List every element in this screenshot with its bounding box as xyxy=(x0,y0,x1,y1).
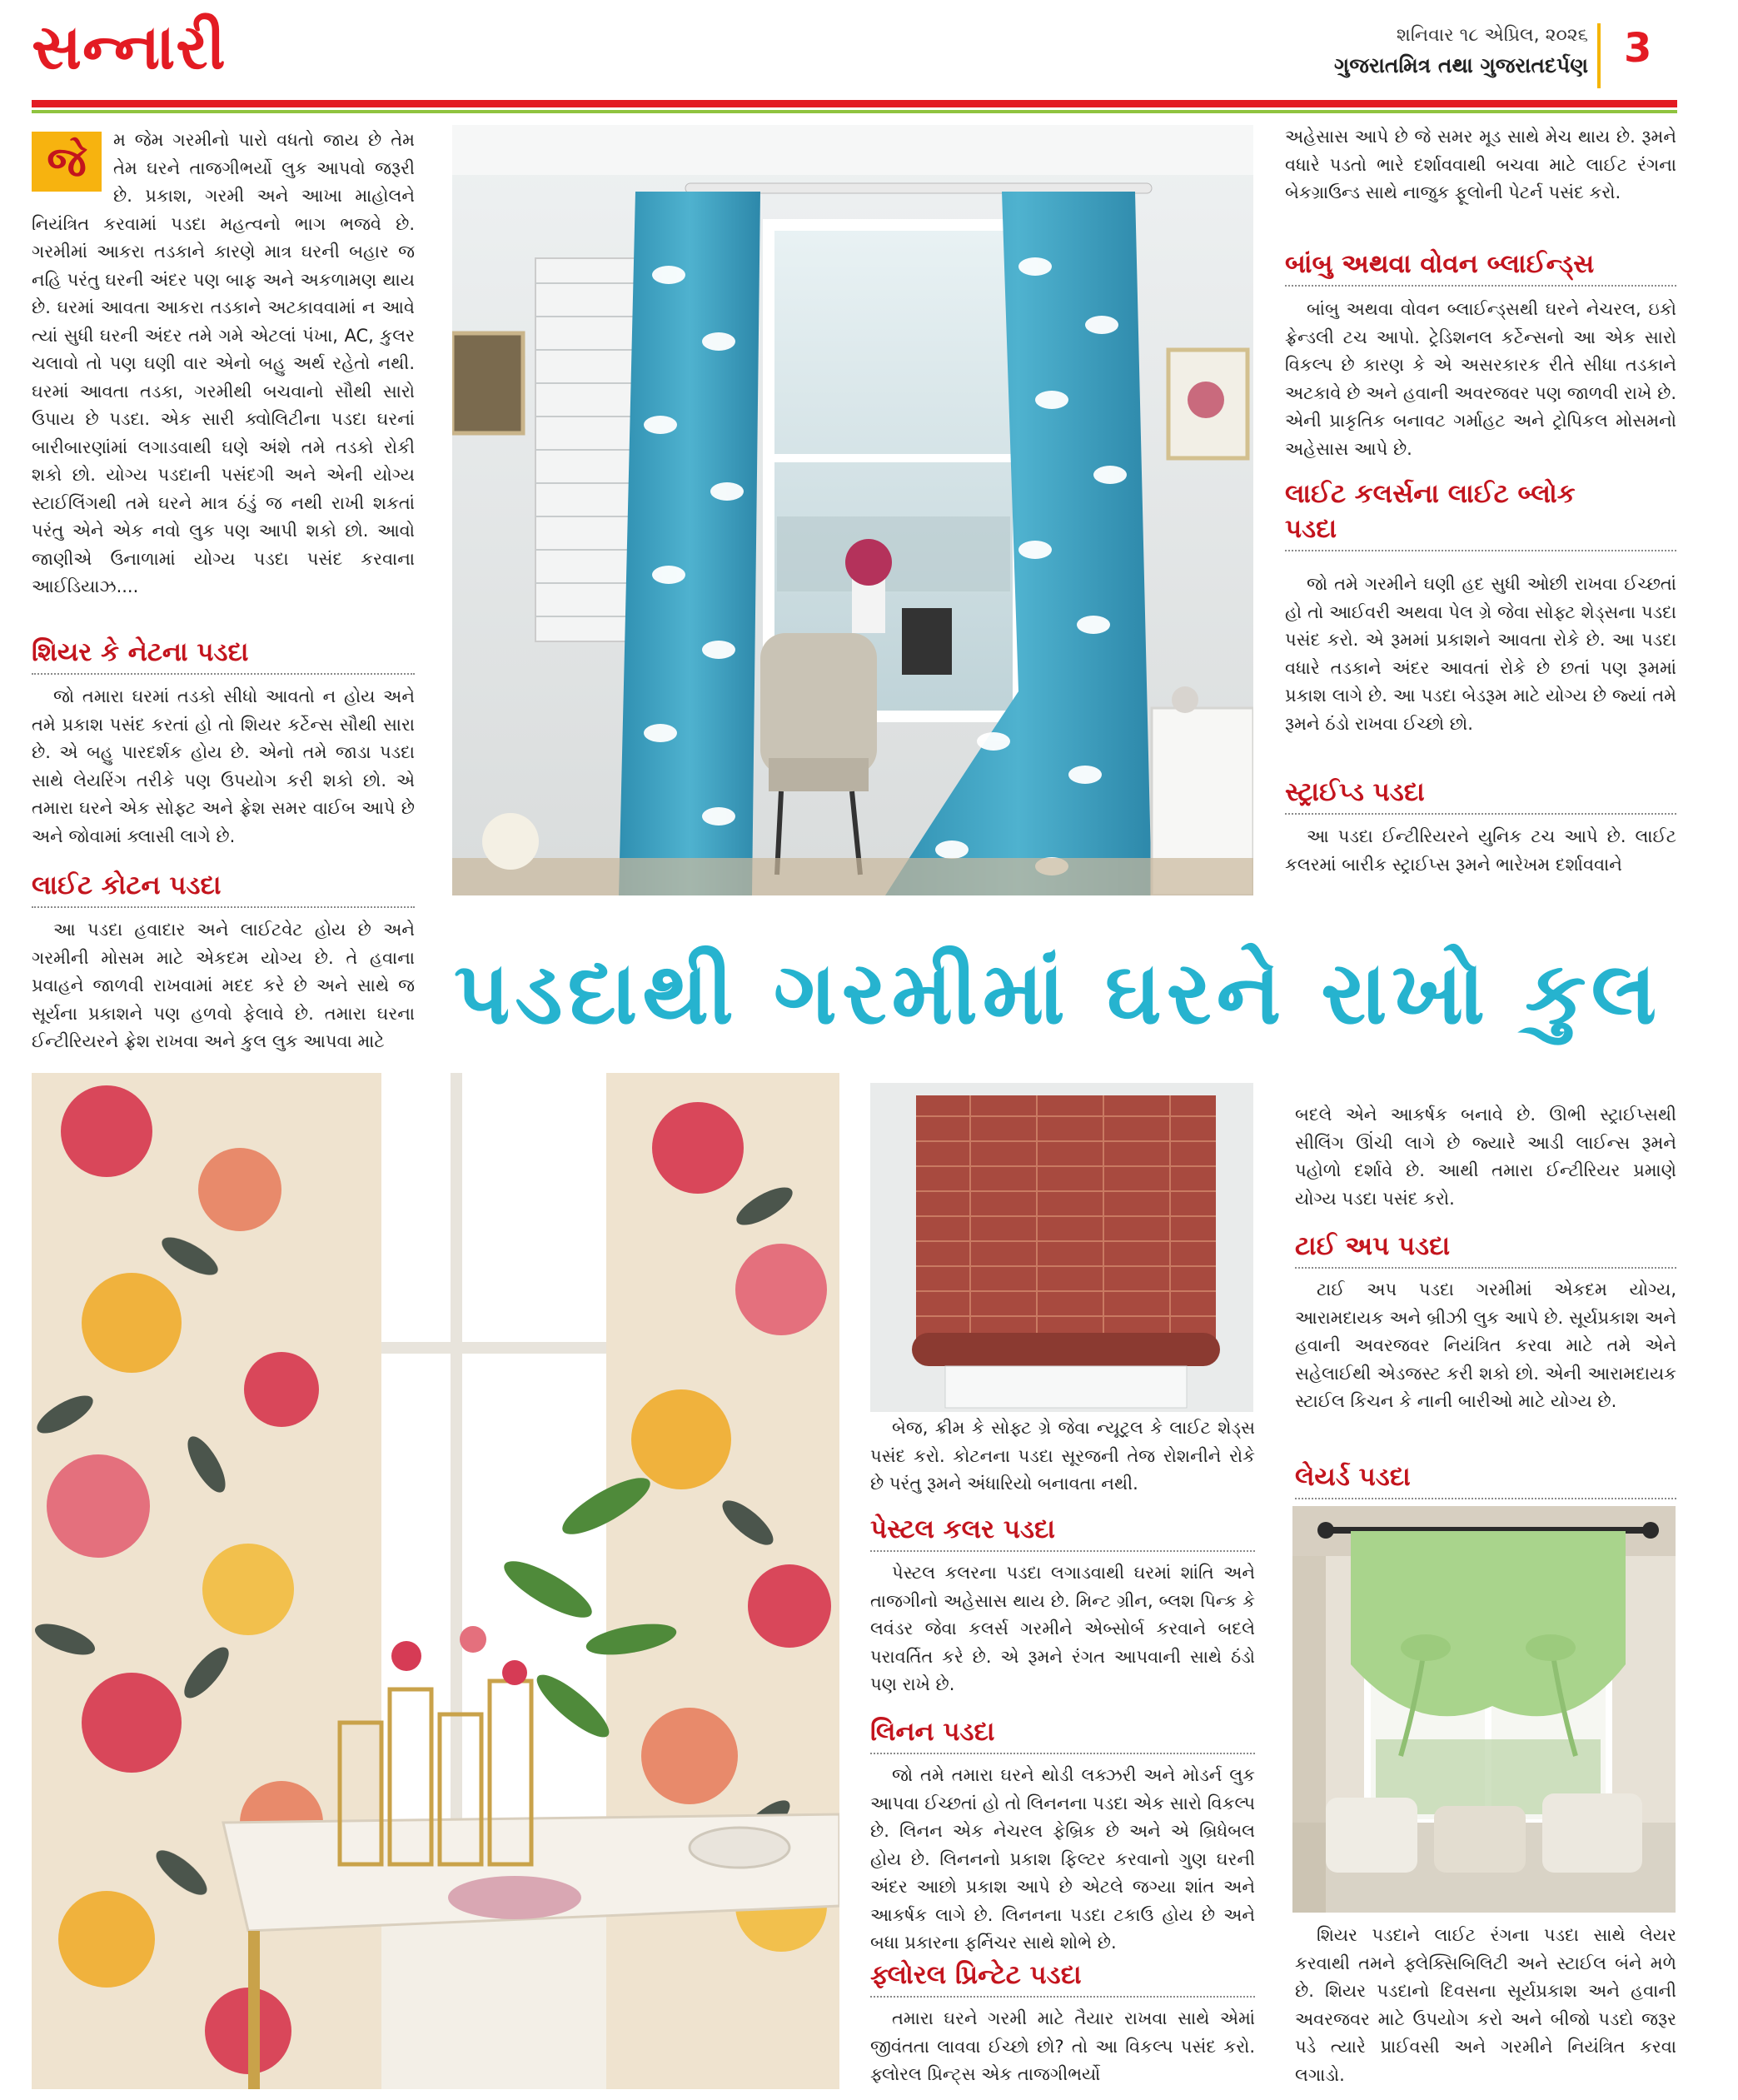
body-tieup: ટાઈ અપ પડદા ગરમીમાં એકદમ યોગ્ય, આરામદાયક અને બ્રીઝી લુક આપે છે. સૂર્યપ્રકાશ અને હવાની અવરજવર નિયંત્રિત કરવા માટે તમે એને સહેલાઈથી એડજસ્ટ કરી શકો છો. એની આરામદાયક સ્ટાઈલ કિચન કે નાની બારીઓ માટે યોગ્ય છે. xyxy=(1295,1279,1676,1411)
heading-lightblock xyxy=(1285,476,1676,551)
section-lightblock xyxy=(1285,571,1676,738)
photo-green-tieup-curtain xyxy=(1292,1506,1676,1913)
heading-tieup: ટાઈ અપ પડદા xyxy=(1295,1229,1676,1269)
intro-paragraph xyxy=(32,127,415,601)
photo-bamboo-blind xyxy=(870,1083,1253,1412)
header-rule-red xyxy=(32,100,1677,107)
heading-linen: લિનન પડદા xyxy=(870,1714,1255,1754)
heading-cotton: લાઈટ કોટન પડદા xyxy=(32,868,415,908)
masthead-title: સન્નારી xyxy=(32,12,227,83)
body-bamboo: બાંબુ અથવા વોવન બ્લાઈન્ડ્સથી ઘરને નેચરલ, ઇકો ફ્રેન્ડલી ટચ આપો. ટ્રેડિશનલ કર્ટેન્સનો આ એક સારો વિકલ્પ છે કારણ કે એ અસરકારક રીતે સીધા તડકાને અટકાવે છે અને હવાની અવરજવર પણ જાળવી રાખે છે. એની પ્રાકૃતિક બનાવટ ગર્માહટ અને ટ્રોપિકલ મોસમનો અહેસાસ આપે છે. xyxy=(1285,299,1676,459)
body-floral: તમારા ઘરને ગરમી માટે તૈયાર રાખવા સાથે એમાં જીવંતતા લાવવા ઈચ્છો છો? તો આ વિકલ્પ પસંદ કરો. ફ્લોરલ પ્રિન્ટ્સ એક તાજગીભર્યો xyxy=(870,2008,1255,2084)
body-cotton: આ પડદા હવાદાર અને લાઈટવેટ હોય છે અને ગરમીની મોસમ માટે એકદમ યોગ્ય છે. તે હવાના પ્રવાહને જાળવી રાખવામાં મદદ કરે છે અને સાથે જ સૂર્યના પ્રકાશને પણ હળવો ફેલાવે છે. તમારા ઘરના ઈન્ટીરિયરને ફ્રેશ રાખવા અને કુલ લુક આપવા માટે xyxy=(32,920,415,1051)
body-pastel: પેસ્ટલ કલરના પડદા લગાડવાથી ઘરમાં શાંતિ અને તાજગીનો અહેસાસ થાય છે. મિન્ટ ગ્રીન, બ્લશ પિન્ક કે લવંડર જેવા કલર્સ ગરમીને એબ્સોર્બ કરવાને બદલે પરાવર્તિત કરે છે. એ રૂમને રંગત આપવાની સાથે ઠંડો પણ રાખે છે. xyxy=(870,1563,1255,1694)
page-number: 3 xyxy=(1624,25,1652,72)
heading-striped: સ્ટ્રાઈપ્ડ પડદા xyxy=(1285,775,1676,815)
section-striped xyxy=(1285,823,1676,879)
body-layered: શિયર પડદાને લાઈટ રંગના પડદા સાથે લેયર કરવાથી તમને ફ્લેક્સિબિલિટી અને સ્ટાઈલ બંને મળે છે. શિયર પડદાનો દિવસના સૂર્યપ્રકાશ અને હવાની અવરજવર માટે ઉપયોગ કરો અને બીજો પડદો જરૂર પડે ત્યારે પ્રાઈવસી અને ગરમીને નિયંત્રિત કરવા લગાડો. xyxy=(1295,1925,1676,2085)
section-top-right-cont xyxy=(1285,123,1676,207)
heading-lightblock-line1: લાઈટ કલર્સના લાઈટ બ્લોક xyxy=(1285,479,1576,509)
body-linen: જો તમે તમારા ઘરને થોડી લક્ઝરી અને મોડર્ન લુક આપવા ઈચ્છતાં હો તો લિનનના પડદા એક સારો વિકલ્પ છે. લિનન એક નેચરલ ફેબ્રિક છે અને એ બ્રિધેબલ હોય છે. લિનનનો પ્રકાશ ફિલ્ટર કરવાનો ગુણ ઘરની અંદર આછો પ્રકાશ આપે છે એટલે જગ્યા શાંત અને આકર્ષક લાગે છે. લિનનના પડદા ટકાઉ હોય છે અને બધા પ્રકારના ફર્નિચર સાથે શોભે છે. xyxy=(870,1765,1255,1953)
section-sheer xyxy=(32,683,415,850)
body-striped-cont: બદલે એને આકર્ષક બનાવે છે. ઊભી સ્ટ્રાઈપ્સથી સીલિંગ ઊંચી લાગે છે જ્યારે આડી લાઈન્સ રૂમને પહોળો દર્શાવે છે. આથી તમારા ઈન્ટીરિયર પ્રમાણે યોગ્ય પડદા પસંદ કરો. xyxy=(1295,1105,1676,1209)
section-tieup xyxy=(1295,1276,1676,1416)
section-linen xyxy=(870,1762,1255,1958)
body-lightblock: જો તમે ગરમીને ઘણી હદ સુધી ઓછી રાખવા ઈચ્છતાં હો તો આઈવરી અથવા પેલ ગ્રે જેવા સોફ્ટ શેડ્સના પડદા પસંદ કરો. એ રૂમમાં પ્રકાશને આવતા રોકે છે. આ પડદા વધારે તડકાને અંદર આવતાં રોકે છે છતાં પણ રૂમમાં પ્રકાશ લાગે છે. આ પડદા બેડરૂમ માટે યોગ્ય છે જ્યાં તમે રૂમને ઠંડો રાખવા ઈચ્છો છો. xyxy=(1285,574,1676,734)
heading-bamboo: બાંબુ અથવા વોવન બ્લાઈન્ડ્સ xyxy=(1285,247,1676,287)
heading-floral: ફ્લોરલ પ્રિન્ટેટ પડદા xyxy=(870,1958,1255,1998)
page-separator xyxy=(1597,23,1601,88)
body-top-right-cont: અહેસાસ આપે છે જે સમર મૂડ સાથે મેચ થાય છે. રૂમને વધારે પડતો ભારે દર્શાવવાથી બચવા માટે લાઈટ રંગના બેકગ્રાઉન્ડ સાથે નાજુક ફૂલોની પેટર્ન પસંદ કરો. xyxy=(1285,127,1676,202)
section-striped-cont xyxy=(1295,1101,1676,1213)
masthead-paper: ગુજરાતમિત્ર તથા ગુજરાતદર્પણ xyxy=(1333,53,1588,77)
section-layered xyxy=(1295,1922,1676,2089)
heading-sheer: શિયર કે નેટના પડદા xyxy=(32,635,415,675)
heading-lightblock-line2: પડદા xyxy=(1285,514,1337,544)
section-floral xyxy=(870,2005,1255,2089)
masthead-date: શનિવાર ૧૮ એપ્રિલ, ૨૦૨૬ xyxy=(1396,25,1588,46)
body-cotton-cont: બેજ, ક્રીમ કે સોફ્ટ ગ્રે જેવા ન્યૂટ્રલ કે લાઈટ શેડ્સ પસંદ કરો. કોટનના પડદા સૂરજની તેજ રોશનીને રોકે છે પરંતુ રૂમને અંધારિયો બનાવતા નથી. xyxy=(870,1418,1255,1494)
section-bamboo xyxy=(1285,296,1676,463)
section-cotton xyxy=(32,916,415,1056)
body-striped: આ પડદા ઈન્ટીરિયરને યુનિક ટચ આપે છે. લાઈટ કલરમાં બારીક સ્ટ્રાઈપ્સ રૂમને ભારેખમ દર્શાવવાને xyxy=(1285,826,1676,875)
section-pastel xyxy=(870,1559,1255,1699)
dropcap-spacer xyxy=(32,127,113,190)
intro-text: મ જેમ ગરમીનો પારો વધતો જાય છે તેમ તેમ ઘરને તાજગીભર્યો લુક આપવો જરૂરી છે. પ્રકાશ, ગરમી અને આખા માહોલને નિયંત્રિત કરવામાં પડદા મહત્વનો ભાગ ભજવે છે. ગરમીમાં આકરા તડકાને કારણે માત્ર ઘરની બહાર જ નહિ પરંતુ ઘરની અંદર પણ બાફ અને અકળામણ થાય છે. ઘરમાં આવતા આકરા તડકાને અટકાવવામાં ન આવે ત્યાં સુધી ઘરની અંદર તમે ગમે એટલાં પંખા, AC, કુલર ચલાવો તો પણ ઘણી વાર એનો બહુ અર્થ રહેતો નથી. ઘરમાં આવતા તડકા, ગરમીથી બચવાનો સૌથી સારો ઉપાય છે પડદા. એક સારી ક્વોલિટીના પડદા ઘરનાં બારીબારણાંમાં લગાડવાથી ઘણે અંશે તમે તડકો રોકી શકો છો. યોગ્ય પડદાની પસંદગી અને એની યોગ્ય સ્ટાઈલિંગથી તમે ઘરને માત્ર ઠંડું જ નથી રાખી શકતાં પરંતુ એને એક નવો લુક પણ આપી શકો છો. આવો જાણીએ ઉનાળામાં યોગ્ય પડદા પસંદ કરવાના આઈડિયાઝ.... xyxy=(32,130,415,596)
section-cotton-cont xyxy=(870,1414,1255,1499)
photo-floral-curtains xyxy=(32,1073,839,2089)
page-headline: પડદાથી ગરમીમાં ઘરને રાખો કુલ xyxy=(454,942,1662,1044)
dropcap: જે xyxy=(32,132,102,192)
photo-blue-cloud-curtains xyxy=(452,125,1253,895)
heading-layered: લેયર્ડ પડદા xyxy=(1295,1459,1676,1499)
header-rule-green xyxy=(32,110,1677,113)
body-sheer: જો તમારા ઘરમાં તડકો સીધો આવતો ન હોય અને તમે પ્રકાશ પસંદ કરતાં હો તો શિયર કર્ટેન્સ સૌથી સારા છે. એ બહુ પારદર્શક હોય છે. એનો તમે જાડા પડદા સાથે લેયરિંગ તરીકે પણ ઉપયોગ કરી શકો છો. એ તમારા ઘરને એક સોફ્ટ અને ફ્રેશ સમર વાઈબ આપે છે અને જોવામાં ક્લાસી લાગે છે. xyxy=(32,686,415,846)
heading-pastel: પેસ્ટલ કલર પડદા xyxy=(870,1512,1255,1552)
